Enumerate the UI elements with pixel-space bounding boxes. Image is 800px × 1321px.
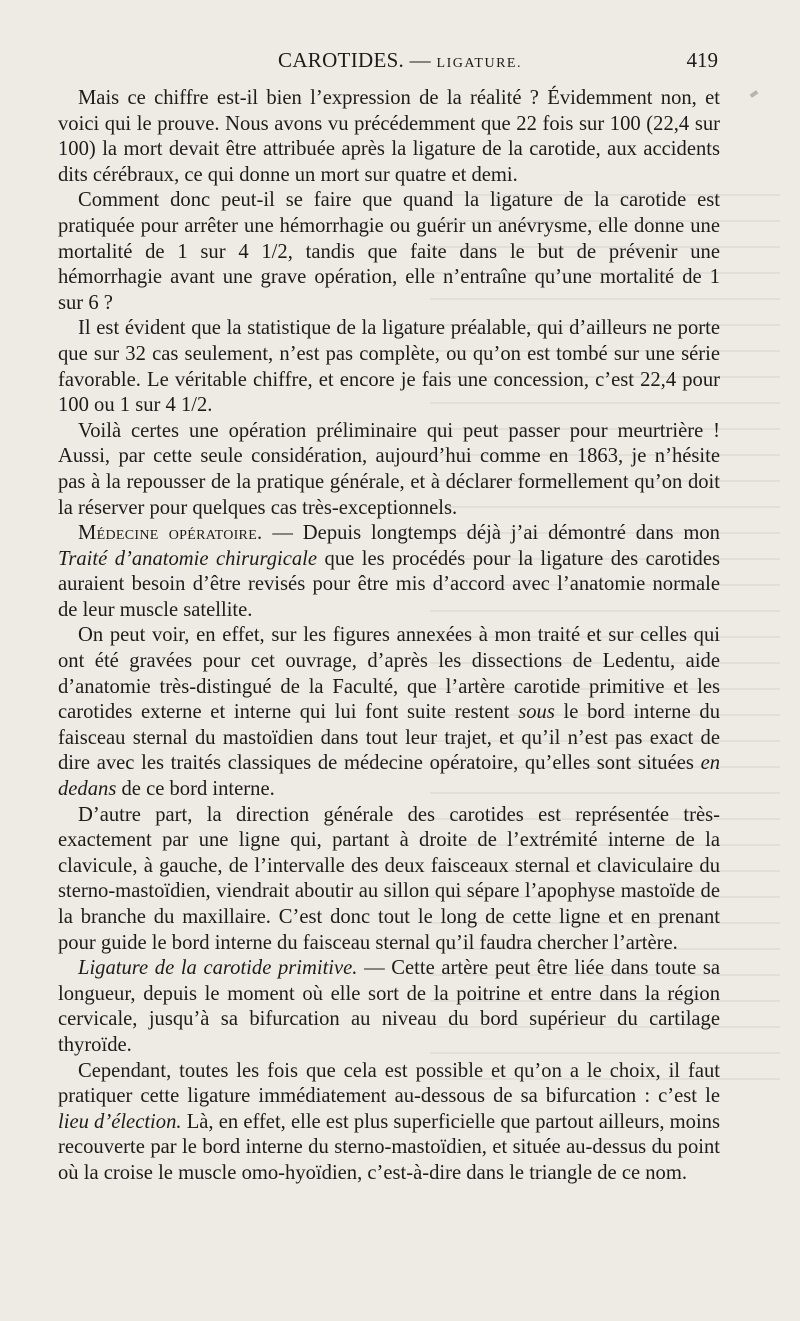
paragraph-text: le bord interne du faisceau sternal du mastoïdien dans tout leur trajet, et qu’il n’est pas exact de dire avec les traités classiques de médecine opératoire, qu’elles sont situées: [58, 701, 720, 775]
italic-text: en dedans: [58, 752, 720, 801]
paragraph: [58, 188, 720, 316]
paragraph-text: Cependant, toutes les fois que cela est possible et qu’on a le choix, il faut pratiquer cette ligature immédiatement au-dessous de sa bifurcation : c’est le: [58, 1059, 720, 1108]
paragraph: [58, 316, 720, 418]
paragraph-text: Comment donc peut-il se faire que quand la ligature de la carotide est pratiquée pour arrêter une hémorrhagie ou guérir un anévrysme, elle donne une mortalité de 1 sur 4 1/2, tandis que faite dans le but de prévenir une hémorrhagie avant une grave opération, elle n’entraîne qu’une mortalité de 1 sur 6 ?: [58, 189, 720, 314]
paragraph-text: Il est évident que la statistique de la ligature préalable, qui d’ailleurs ne porte que sur 32 cas seulement, n’est pas complète, ou qu’on est tombé sur une série favorable. Le véritable chiffre, et encore je fais une concession, c’est 22,4 pour 100 ou 1 sur 4 1/2.: [58, 317, 720, 417]
paragraph: [58, 521, 720, 623]
page-number: 419: [686, 48, 718, 72]
paragraph-text: D’autre part, la direction générale des carotides est représentée très-exactement par une ligne qui, partant à droite de l’extrémité interne de la clavicule, à gauche, de l’intervalle des deux faisceaux sternal et claviculaire du sterno-mastoïdien, viendrait aboutir au sillon qui sépare l’apophyse mastoïde de la branche du maxillaire. C’est donc tout le long de cette ligne et en prenant pour guide le bord interne du faisceau sternal qu’il faudra chercher l’artère.: [58, 803, 720, 954]
running-title: [0, 48, 800, 73]
paragraph-text: Mais ce chiffre est-il bien l’expression de la réalité ? Évidemment non, et voici qui le prouve. Nous avons vu précédemment que 22 fois sur 100 (22,4 sur 100) la mort devait être attribuée après la ligature de la carotide, aux accidents dits cérébraux, ce qui donne un mort sur quatre et demi.: [58, 87, 720, 186]
paragraph-text: que les procédés pour la ligature des carotides auraient besoin d’être revisés pour être mis d’accord avec l’anatomie normale de leur muscle satellite.: [58, 547, 720, 621]
header-title: CAROTIDES.: [278, 48, 405, 72]
running-header: [0, 48, 800, 78]
paragraph: [58, 1059, 720, 1187]
paragraph: [58, 803, 720, 957]
margin-mark: [750, 90, 759, 98]
italic-text: lieu d’élection.: [58, 1110, 182, 1133]
italic-text: Ligature de la carotide primitive.: [78, 957, 358, 980]
paragraph-text: — Cette artère peut être liée dans toute sa longueur, depuis le moment où elle sort de la poitrine et entre dans la région cervicale, jusqu’à sa bifurcation au niveau du bord supérieur du cartilage thyroïde.: [58, 957, 720, 1056]
italic-text: Traité d’anatomie chirurgicale: [58, 547, 318, 570]
body-text: [58, 86, 720, 1187]
italic-text: sous: [518, 701, 555, 724]
paragraph: [58, 623, 720, 802]
paragraph-text: Voilà certes une opération préliminaire qui peut passer pour meurtrière ! Aussi, par cette seule considération, aujourd’hui comme en 1863, je n’hésite pas à la repousser de la pratique générale, et à déclarer formellement qu’on doit la réserver pour quelques cas très-exceptionnels.: [58, 419, 720, 519]
header-dash: —: [409, 48, 431, 72]
paragraph: [58, 956, 720, 1058]
paragraph-text: de ce bord interne.: [116, 778, 275, 801]
header-subtitle: LIGATURE.: [436, 56, 522, 71]
paragraph-text: — Depuis longtemps déjà j’ai démontré dans mon: [262, 522, 720, 545]
paragraph-text: On peut voir, en effet, sur les figures annexées à mon traité et sur celles qui ont été gravées pour cet ouvrage, d’après les dissections de Ledentu, aide d’anatomie très-distingué de la Faculté, que l’artère carotide primitive et les carotides externe et interne qui lui font suite restent: [58, 624, 720, 724]
small-caps-heading: Médecine opératoire.: [78, 522, 263, 545]
paragraph-text: Là, en effet, elle est plus superficielle que partout ailleurs, moins recouverte par le bord interne du sterno-mastoïdien, et située au-dessus du point où la croise le muscle omo-hyoïdien, c’est-à-dire dans le triangle de ce nom.: [58, 1110, 720, 1184]
paragraph: [58, 419, 720, 521]
paragraph: [58, 86, 720, 188]
